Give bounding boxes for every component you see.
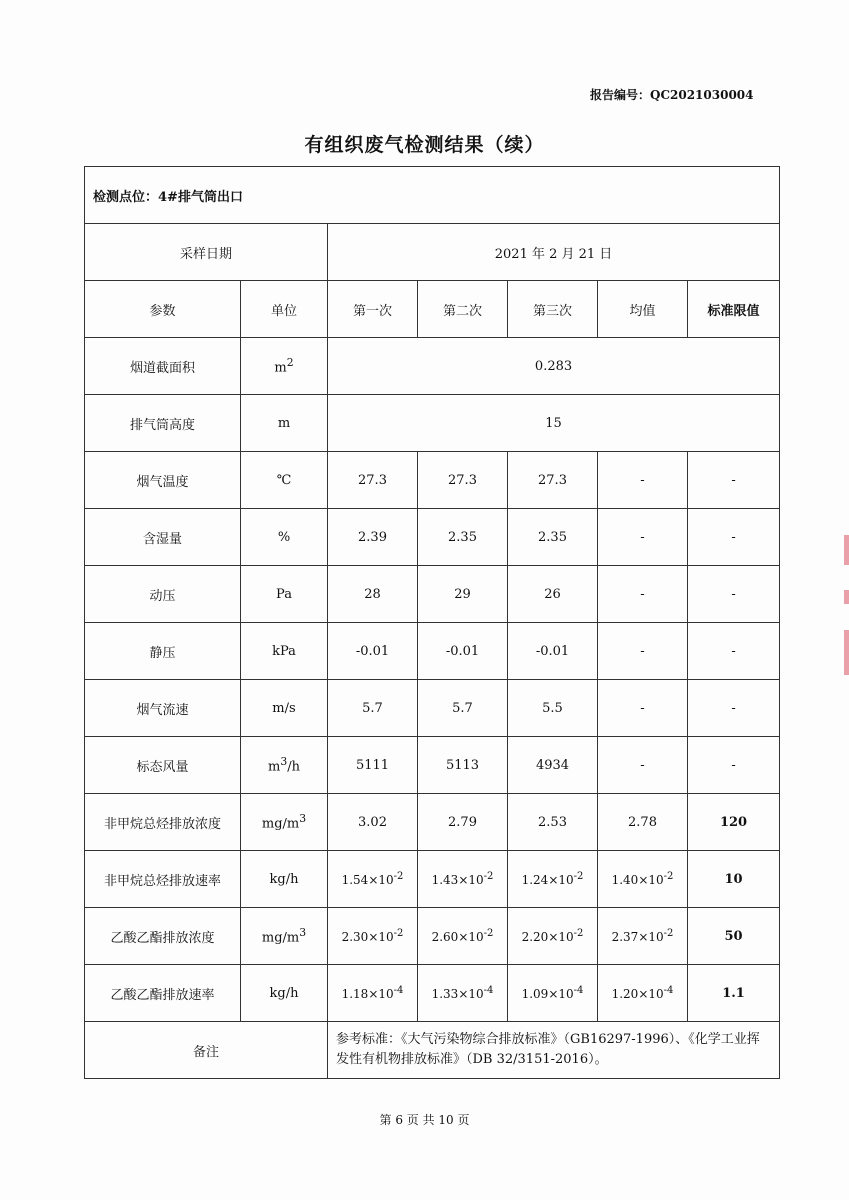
value-cell: -0.01	[328, 623, 418, 680]
table-row	[85, 851, 780, 908]
header-mean: 均值	[598, 281, 688, 338]
value-cell: $1.33\times 10^{-4}$	[418, 965, 508, 1022]
table-row	[85, 623, 780, 680]
sampling-date-value: 2021 年 2 月 21 日	[328, 224, 780, 281]
value-cell: -0.01	[508, 623, 598, 680]
location-cell: 检测点位：4#排气筒出口	[85, 167, 780, 224]
unit-cell: m/s	[241, 680, 328, 737]
value-cell: $1.54\times 10^{-2}$	[328, 851, 418, 908]
table-row	[85, 737, 780, 794]
unit-cell: kPa	[241, 623, 328, 680]
results-table	[84, 166, 780, 1079]
value-cell: -0.01	[418, 623, 508, 680]
unit-cell: kg/h	[241, 965, 328, 1022]
header-unit: 单位	[241, 281, 328, 338]
value-cell: $1.24\times 10^{-2}$	[508, 851, 598, 908]
mean-cell: $1.20\times 10^{-4}$	[598, 965, 688, 1022]
limit-cell: 50	[688, 908, 780, 965]
value-cell: $1.43\times 10^{-2}$	[418, 851, 508, 908]
limit-cell: -	[688, 509, 780, 566]
value-cell: 3.02	[328, 794, 418, 851]
seal-edge-mark	[844, 630, 849, 675]
seal-edge-mark	[844, 590, 849, 604]
mean-cell: -	[598, 623, 688, 680]
document-title: 有组织废气检测结果（续）	[304, 134, 545, 156]
unit-cell: $m^2$	[241, 338, 328, 395]
param-cell: 动压	[85, 566, 241, 623]
seal-edge-mark	[844, 535, 849, 565]
value-cell: 27.3	[508, 452, 598, 509]
unit-cell: Pa	[241, 566, 328, 623]
param-cell: 乙酸乙酯排放浓度	[85, 908, 241, 965]
remarks-row	[85, 1022, 780, 1079]
mean-cell: -	[598, 452, 688, 509]
table-row	[85, 566, 780, 623]
table-row	[85, 965, 780, 1022]
value-cell: 5111	[328, 737, 418, 794]
header-row	[85, 281, 780, 338]
value-cell: 2.35	[508, 509, 598, 566]
value-cell: 5.7	[328, 680, 418, 737]
value-cell: 5.5	[508, 680, 598, 737]
param-cell: 乙酸乙酯排放速率	[85, 965, 241, 1022]
param-cell: 标态风量	[85, 737, 241, 794]
remarks-label: 备注	[85, 1022, 328, 1079]
param-cell: 静压	[85, 623, 241, 680]
mean-cell: -	[598, 680, 688, 737]
table-row	[85, 680, 780, 737]
unit-cell: m	[241, 395, 328, 452]
value-cell: 2.53	[508, 794, 598, 851]
mean-cell: -	[598, 566, 688, 623]
limit-cell: -	[688, 623, 780, 680]
value-cell: 26	[508, 566, 598, 623]
value-cell: 27.3	[418, 452, 508, 509]
value-cell: 4934	[508, 737, 598, 794]
limit-cell: -	[688, 566, 780, 623]
limit-cell: 10	[688, 851, 780, 908]
param-cell: 烟道截面积	[85, 338, 241, 395]
param-cell: 非甲烷总烃排放速率	[85, 851, 241, 908]
value-cell: $2.30\times 10^{-2}$	[328, 908, 418, 965]
table-row	[85, 395, 780, 452]
mean-cell: -	[598, 509, 688, 566]
unit-cell: %	[241, 509, 328, 566]
param-cell: 含湿量	[85, 509, 241, 566]
unit-cell: $m^3/h$	[241, 737, 328, 794]
param-cell: 烟气流速	[85, 680, 241, 737]
header-third: 第三次	[508, 281, 598, 338]
unit-cell: kg/h	[241, 851, 328, 908]
header-first: 第一次	[328, 281, 418, 338]
value-cell: $1.09\times 10^{-4}$	[508, 965, 598, 1022]
value-cell: 5.7	[418, 680, 508, 737]
value-cell: 27.3	[328, 452, 418, 509]
page-footer: 第 6 页 共 10 页	[379, 1113, 470, 1127]
merged-value-cell: 0.283	[328, 338, 780, 395]
param-cell: 非甲烷总烃排放浓度	[85, 794, 241, 851]
value-cell: $2.20\times 10^{-2}$	[508, 908, 598, 965]
table-row	[85, 509, 780, 566]
mean-cell: $2.37\times 10^{-2}$	[598, 908, 688, 965]
table-row	[85, 452, 780, 509]
value-cell: 28	[328, 566, 418, 623]
limit-cell: -	[688, 680, 780, 737]
remarks-text: 参考标准：《大气污染物综合排放标准》（GB16297-1996）、《化学工业挥发性有机物排放标准》（DB 32/3151-2016）。	[328, 1022, 780, 1079]
mean-cell: $1.40\times 10^{-2}$	[598, 851, 688, 908]
header-param: 参数	[85, 281, 241, 338]
report-number: 报告编号：QC2021030004	[590, 88, 754, 102]
merged-value-cell: 15	[328, 395, 780, 452]
table-row	[85, 794, 780, 851]
value-cell: 29	[418, 566, 508, 623]
limit-cell: 1.1	[688, 965, 780, 1022]
value-cell: 2.79	[418, 794, 508, 851]
limit-cell: -	[688, 737, 780, 794]
mean-cell: 2.78	[598, 794, 688, 851]
value-cell: $1.18\times 10^{-4}$	[328, 965, 418, 1022]
param-cell: 烟气温度	[85, 452, 241, 509]
unit-cell: $mg/m^3$	[241, 908, 328, 965]
limit-cell: -	[688, 452, 780, 509]
header-second: 第二次	[418, 281, 508, 338]
unit-cell: ℃	[241, 452, 328, 509]
unit-cell: $mg/m^3$	[241, 794, 328, 851]
param-cell: 排气筒高度	[85, 395, 241, 452]
value-cell: $2.60\times 10^{-2}$	[418, 908, 508, 965]
value-cell: 2.39	[328, 509, 418, 566]
sampling-date-label: 采样日期	[85, 224, 328, 281]
limit-cell: 120	[688, 794, 780, 851]
header-limit: 标准限值	[688, 281, 780, 338]
sampling-date-row	[85, 224, 780, 281]
value-cell: 2.35	[418, 509, 508, 566]
mean-cell: -	[598, 737, 688, 794]
table-row	[85, 908, 780, 965]
value-cell: 5113	[418, 737, 508, 794]
location-row	[85, 167, 780, 224]
table-row	[85, 338, 780, 395]
